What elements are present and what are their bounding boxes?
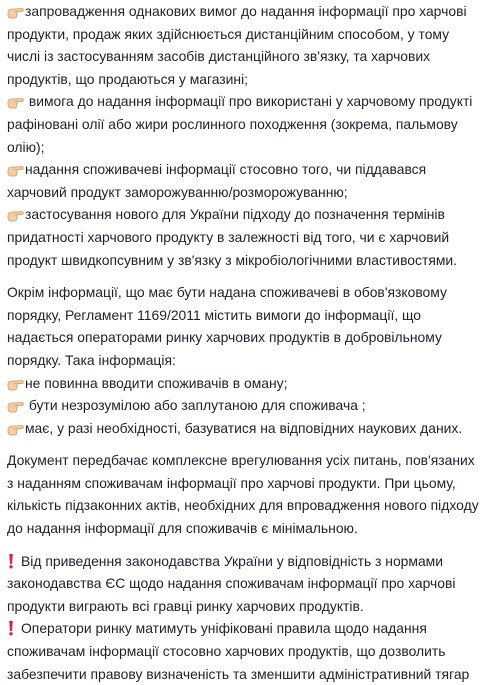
- exclamation-icon: [7, 553, 15, 569]
- line-text: рафіновані олії або жири рослинного походження (зокрема, пальмову: [7, 115, 458, 132]
- pointing-hand-icon: [7, 3, 24, 19]
- text-line: [7, 417, 484, 440]
- text-line: [7, 663, 484, 685]
- line-text: порядку. Така інформація:: [7, 351, 176, 368]
- line-text: з наданням споживачам інформації про харчові продукти. При цьому,: [7, 474, 456, 491]
- pointing-hand-icon: [7, 93, 24, 109]
- line-text: надання споживачеві інформації стосовно того, чи піддавався: [25, 161, 427, 178]
- pointing-hand-icon: [7, 375, 24, 391]
- paragraph: [7, 449, 484, 539]
- text-line: [7, 0, 484, 23]
- line-text: продуктів, що продаються у магазині;: [7, 70, 249, 87]
- pointing-hand-icon: [7, 206, 24, 222]
- text-line: [7, 249, 484, 272]
- text-line: [7, 349, 484, 372]
- line-text: продукти виграють всі гравці ринку харчових продуктів.: [7, 597, 364, 614]
- line-text: забезпечити правову визначеність та зменшити адміністративний тягар: [7, 665, 470, 682]
- text-line: [7, 113, 484, 136]
- line-text: продукти, продаж яких здійснюється дистанційним способом, у тому: [7, 25, 450, 42]
- text-line: [7, 550, 484, 573]
- line-text: має, у разі необхідності, базуватися на відповідних наукових даних.: [25, 419, 463, 436]
- text-line: [7, 203, 484, 226]
- text-line: [7, 617, 484, 640]
- line-text: придатності харчового продукту в залежності від того, чи є харчовий: [7, 228, 450, 245]
- line-text: харчовий продукт заморожуванню/розморожуванню;: [7, 183, 348, 200]
- line-text: олію);: [7, 138, 45, 155]
- line-text: Від приведення законодавства України у відповідність з нормами: [21, 552, 443, 569]
- text-line: [7, 449, 484, 472]
- line-text: Документ передбачає комплексне врегулювання усіх питань, пов'язаних: [7, 452, 475, 469]
- text-line: [7, 181, 484, 204]
- text-line: [7, 226, 484, 249]
- text-line: [7, 372, 484, 395]
- text-line: [7, 45, 484, 68]
- text-line: [7, 494, 484, 517]
- text-line: [7, 136, 484, 159]
- paragraph: [7, 0, 484, 271]
- line-text: застосування нового для України підходу до позначення термінів: [25, 206, 445, 223]
- text-line: [7, 158, 484, 181]
- line-text: споживачам інформації стосовно харчових продуктів, що дозволить: [7, 643, 446, 660]
- line-text: бути незрозумілою або заплутаною для споживача ;: [25, 397, 366, 414]
- line-text: Оператори ринку матимуть уніфіковані правила щодо надання: [21, 620, 427, 637]
- text-line: [7, 394, 484, 417]
- text-line: [7, 304, 484, 327]
- line-text: запровадження однакових вимог до надання інформації про харчові: [25, 3, 467, 19]
- line-text: порядку, Регламент 1169/2011 містить вимоги до інформації, що: [7, 306, 422, 323]
- text-line: [7, 572, 484, 595]
- paragraph: [7, 281, 484, 439]
- line-text: вимога до надання інформації про використані у харчовому продукті: [25, 93, 473, 110]
- text-line: [7, 90, 484, 113]
- line-text: продукт швидкопсувним у зв'язку з мікробіологічними властивостями.: [7, 251, 458, 268]
- exclamation-icon: [7, 620, 15, 636]
- line-text: законодавства ЄС щодо надання споживачам інформації про харчові: [7, 575, 456, 592]
- line-text: Окрім інформації, що має бути надана споживачеві в обов'язковому: [7, 284, 447, 301]
- text-line: [7, 281, 484, 304]
- text-line: [7, 326, 484, 349]
- line-text: до надання інформації для споживачів є мінімальною.: [7, 520, 358, 537]
- line-text: надається операторами ринку харчових продуктів в добровільному: [7, 329, 442, 346]
- text-line: [7, 472, 484, 495]
- line-text: не повинна вводити споживачів в оману;: [25, 374, 288, 391]
- line-text: числі із застосуванням засобів дистанційного зв'язку, та харчових: [7, 48, 431, 65]
- pointing-hand-icon: [7, 161, 24, 177]
- paragraph: [7, 550, 484, 685]
- text-line: [7, 640, 484, 663]
- text-line: [7, 595, 484, 618]
- pointing-hand-icon: [7, 397, 24, 413]
- line-text: кількість підзаконних актів, необхідних для впровадження нового підходу: [7, 497, 479, 514]
- pointing-hand-icon: [7, 420, 24, 436]
- text-line: [7, 68, 484, 91]
- text-line: [7, 23, 484, 46]
- text-line: [7, 517, 484, 540]
